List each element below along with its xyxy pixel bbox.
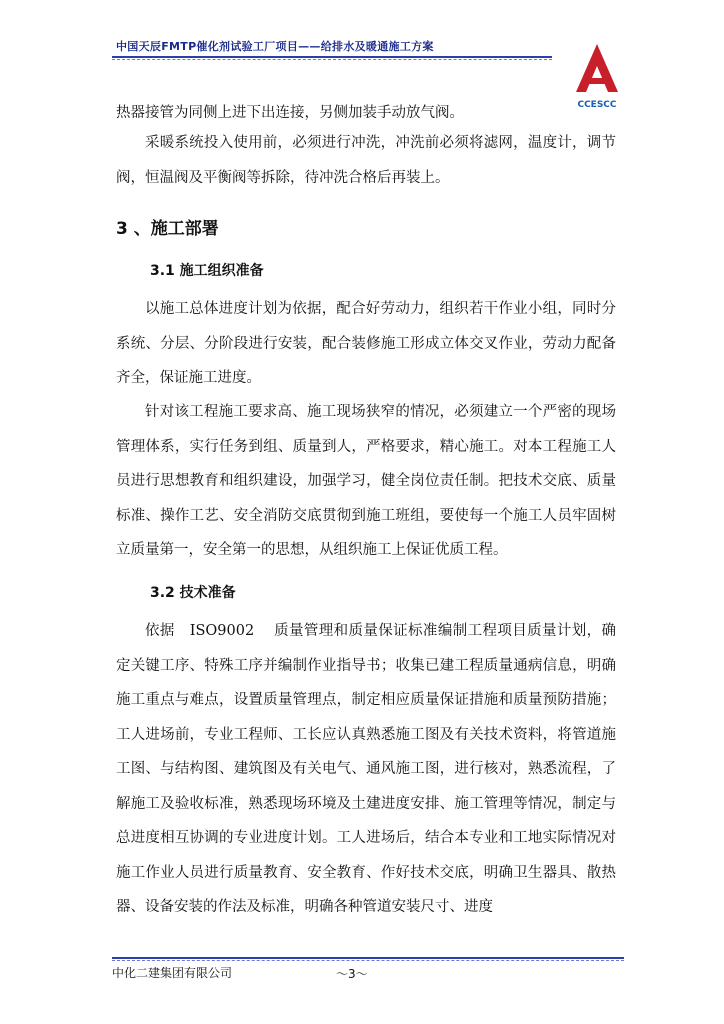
subsection-heading-2: 3.2 技术准备 — [150, 585, 236, 601]
paragraph-1: 热器接管为同侧上进下出连接，另侧加装手动放气阀。 — [116, 105, 464, 121]
subsection-heading-1: 3.1 施工组织准备 — [150, 263, 264, 279]
header-rule-dashed — [112, 59, 552, 60]
logo-mark-icon — [556, 38, 638, 100]
header-title: 中国天辰FMTP催化剂试验工厂项目——给排水及暖通施工方案 — [116, 40, 434, 53]
footer-rule-dashed — [112, 960, 624, 961]
paragraph-2: 采暖系统投入使用前，必须进行冲洗，冲洗前必须将滤网，温度计，调节阀，恒温阀及平衡阀等拆除，待冲洗合格后再装上。 — [116, 135, 616, 186]
footer-rule — [112, 957, 624, 959]
paragraph-3: 以施工总体进度计划为依据，配合好劳动力，组织若干作业小组，同时分系统、分层、分阶段进行安装，配合装修施工形成立体交叉作业，劳动力配备齐全，保证施工进度。 — [116, 301, 616, 386]
logo-caption: CCESCC — [577, 100, 617, 110]
page-number: ～3～ — [336, 967, 368, 981]
paragraph-5: 依据 ISO9002 质量管理和质量保证标准编制工程项目质量计划，确定关键工序、特殊工序并编制作业指导书；收集已建工程质量通病信息，明确施工重点与难点，设置质量管理点，制定相应质量保证措施和质量预防措施；工人进场前，专业工程师、工长应认真熟悉施工图及有关技术资料，将管道施工图、与结构图、建筑图及有关电气、通风施工图，进行核对，熟悉流程，了解施工及验收标准，熟悉现场环境及土建进度安排、施工管理等情况，制定与总进度相互协调的专业进度计划。工人进场后，结合本专业和工地实际情况对施工作业人员进行质量教育、安全教育、作好技术交底，明确卫生器具、散热器、设备安装的作法及标准，明确各种管道安装尺寸、进度 — [116, 623, 616, 915]
section-heading: 3 、施工部署 — [116, 219, 219, 239]
paragraph-4: 针对该工程施工要求高、施工现场狭窄的情况，必须建立一个严密的现场管理体系，实行任务到组、质量到人，严格要求，精心施工。对本工程施工人员进行思想教育和组织建设，加强学习，健全岗位责任制。把技术交底、质量标准、操作工艺、安全消防交底贯彻到施工班组，要使每一个施工人员牢固树立质量第一，安全第一的思想，从组织施工上保证优质工程。 — [116, 404, 616, 558]
footer-company: 中化二建集团有限公司 — [112, 966, 233, 980]
header-rule — [112, 56, 552, 58]
